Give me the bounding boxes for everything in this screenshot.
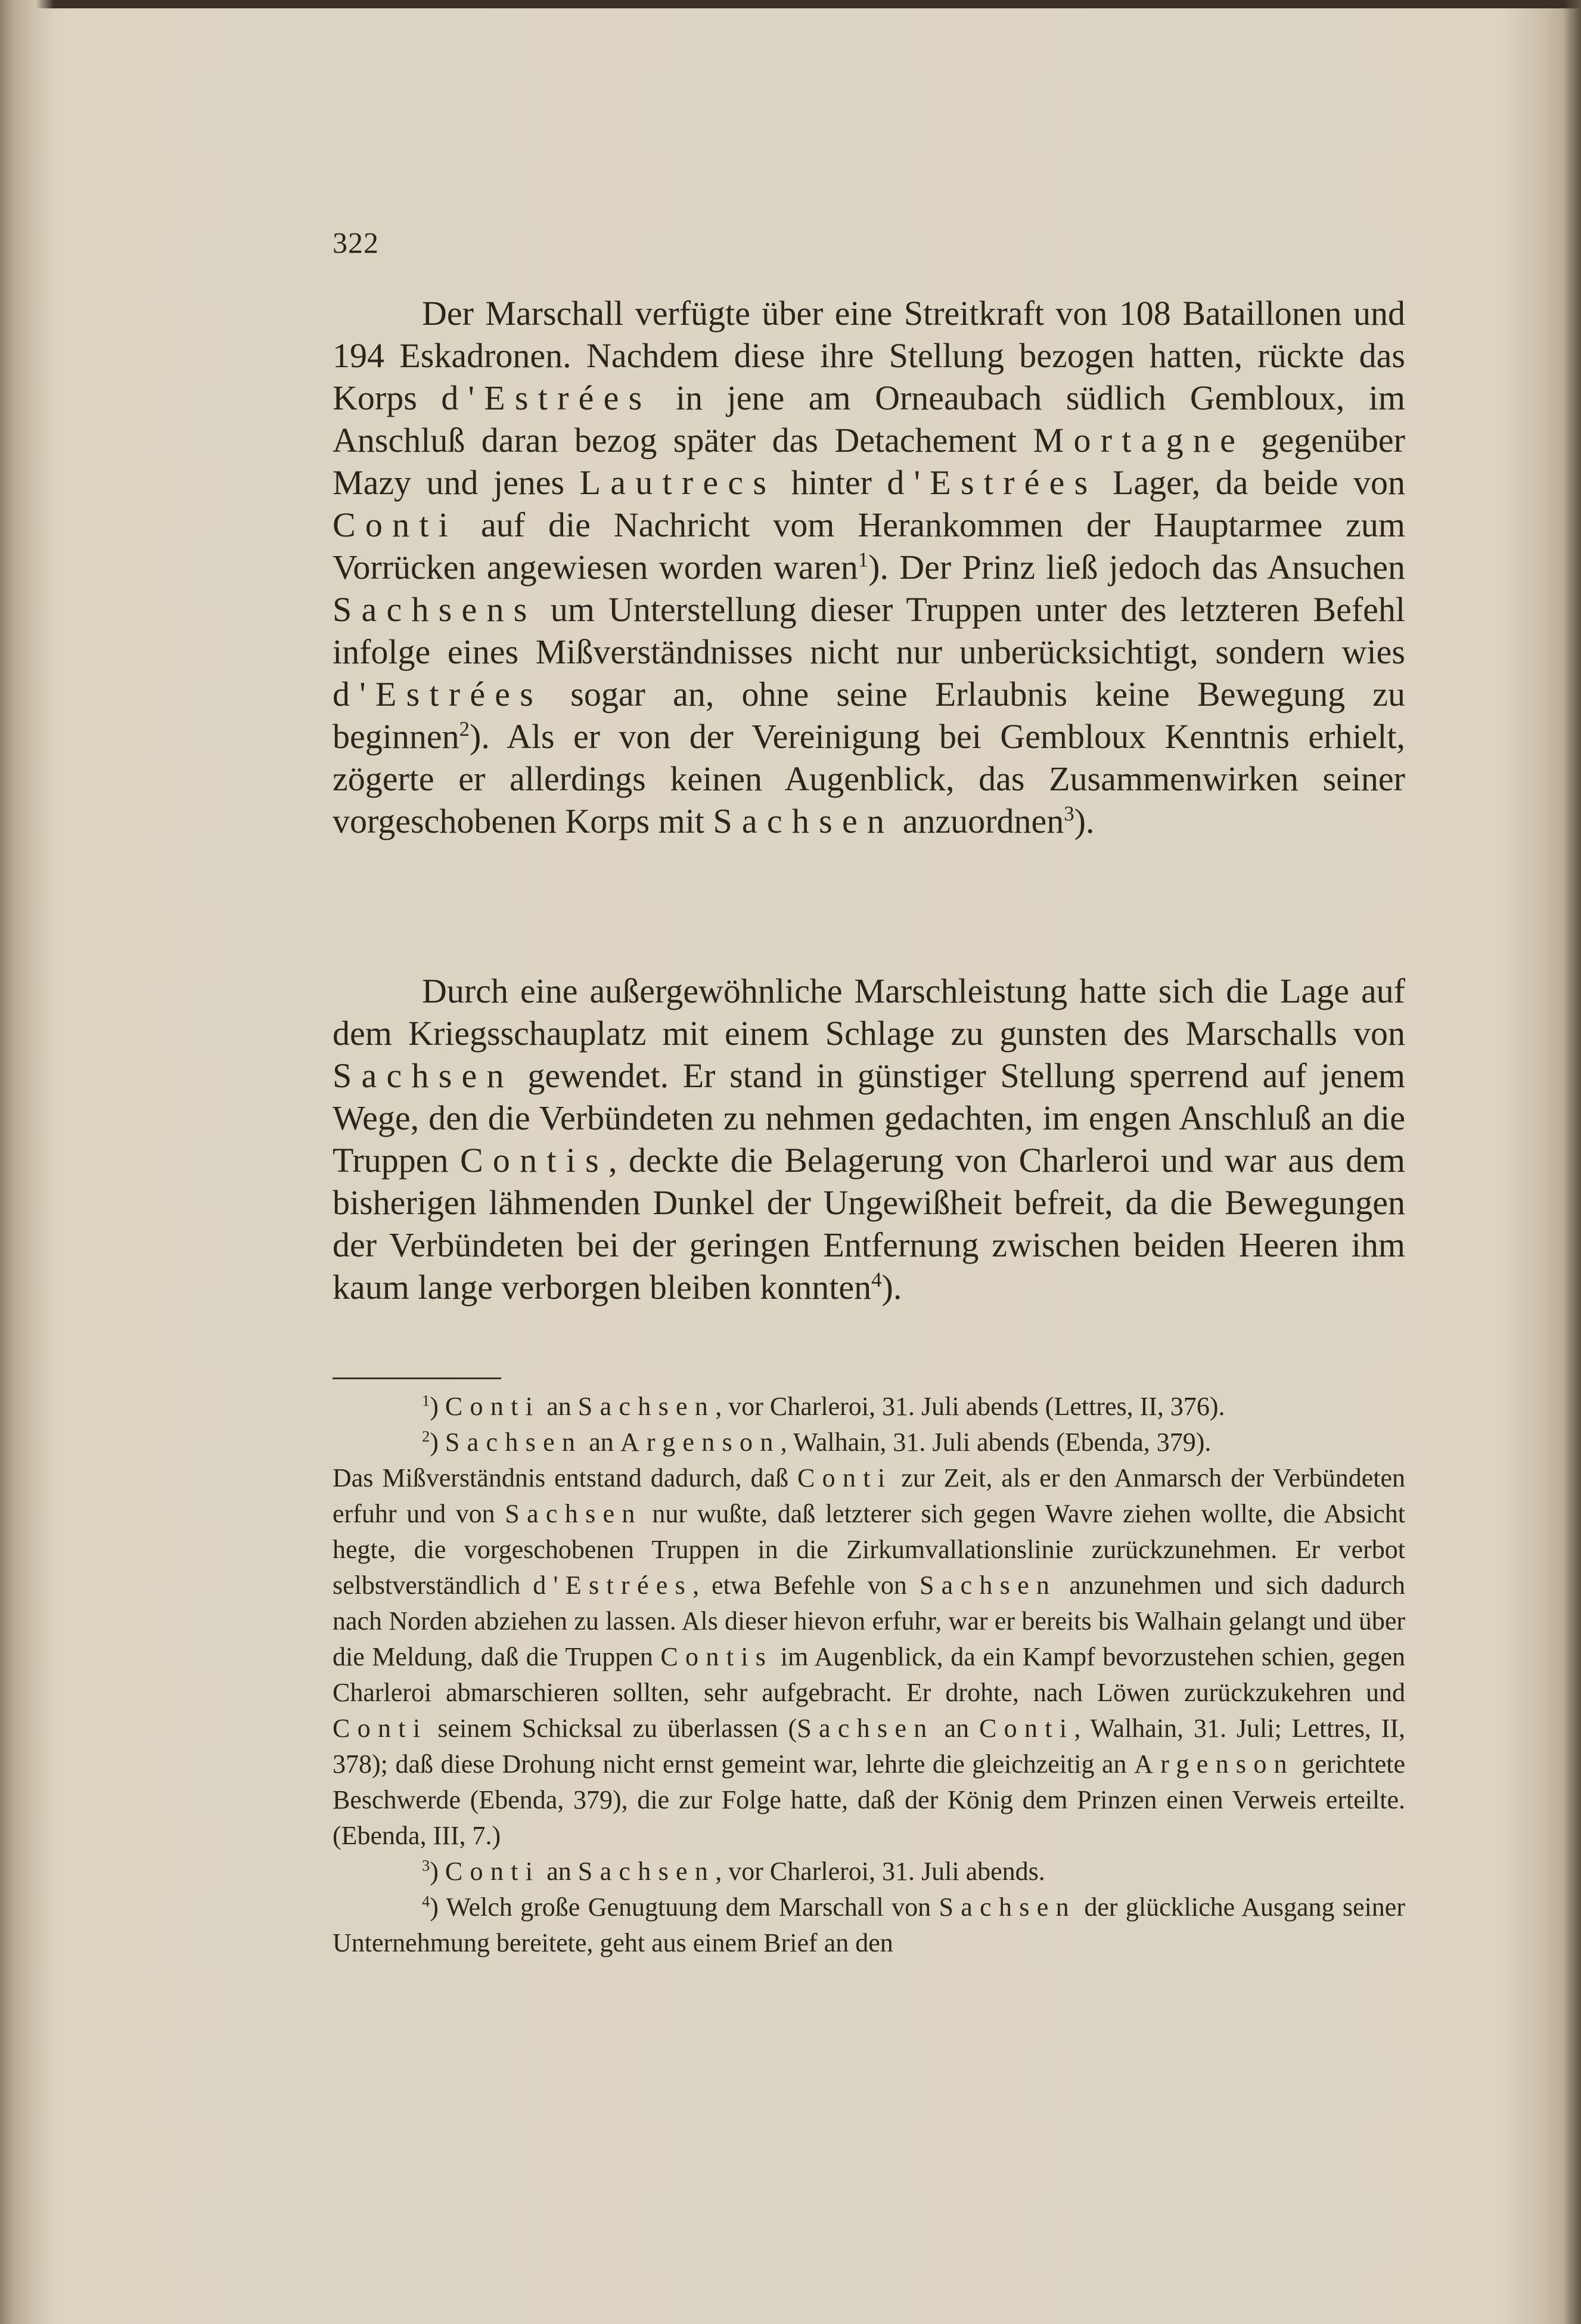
top-page-edge (0, 0, 1581, 8)
footnote-ref-1: 1 (858, 548, 869, 572)
paragraph-2: Durch eine außergewöhnliche Marschleistung hatte sich die Lage auf dem Kriegsschauplatz mit einem Schlage zu gunsten des Marschalls von Sachsen gewendet. Er stand in günstiger Stellung sperrend auf jenem Wege, den die Verbündeten zu nehmen gedachten, im engen Anschluß an die Truppen Contis, deckte die Belagerung von Charleroi und war aus dem bisherigen lähmenden Dunkel der Ungewißheit befreit, da die Bewegungen der Verbündeten bei der geringen Entfernung zwischen beiden Heeren ihm kaum lange verborgen bleiben konnten$^4$). (333, 972, 1405, 1307)
paragraph-1: Der Marschall verfügte über eine Streitkraft von 108 Bataillonen und 194 Eskadronen. Nachdem diese ihre Stellung bezogen hatten, rückte das Korps d'Estrées in jene am Orneaubach südlich Gembloux, im Anschluß daran bezog später das Detachement Mortagne gegenüber Mazy und jenes Lautrecs hinter d'Estrées Lager, da beide von Conti auf die Nachricht vom Herankommen der Hauptarmee zum Vorrücken angewiesen worden waren$^1$). Der Prinz ließ jedoch das Ansuchen Sachsens um Unterstellung dieser Truppen unter des letzteren Befehl infolge eines Mißverständnisses nicht nur unberücksichtigt, sondern wies d'Estrées sogar an, ohne seine Erlaubnis keine Bewegung zu beginnen$^2$). Als er von der Vereinigung bei Gembloux Kenntnis erhielt, zögerte er allerdings keinen Augenblick, das Zusammenwirken seiner vorgeschobenen Korps mit Sachsen anzuordnen$^3$). (333, 294, 1406, 840)
footnote-separator (333, 1377, 501, 1379)
footnote-ref-4: 4 (871, 1268, 882, 1292)
right-page-edge (1563, 0, 1581, 2324)
footnote-3: $^3$) Conti an Sachsen, vor Charleroi, 31. Juli abends. (422, 1856, 1045, 1886)
footnote-ref-3: 3 (1064, 802, 1074, 826)
page-number: 322 (333, 226, 379, 259)
footnote-4: $^4$) Welch große Genugtuung dem Marschall von Sachsen der glückliche Ausgang seiner Unternehmung bereitete, geht aus einem Brief an den (333, 1892, 1405, 1957)
footnote-1: $^1$) Conti an Sachsen, vor Charleroi, 31. Juli abends (Lettres, II, 376). (422, 1391, 1225, 1421)
book-spine-shadow (0, 0, 54, 2324)
footnote-2: $^2$) Sachsen an Argenson, Walhain, 31. Juli abends (Ebenda, 379). (422, 1427, 1212, 1457)
footnote-2-continuation: Das Mißverständnis entstand dadurch, daß Conti zur Zeit, als er den Anmarsch der Verbündeten erfuhr und von Sachsen nur wußte, daß letzterer sich gegen Wavre ziehen wollte, die Absicht hegte, die vorgeschobenen Truppen in die Zirkumvallationslinie zurückzunehmen. Er verbot selbstverständlich d'Estrées, etwa Befehle von Sachsen anzunehmen und sich dadurch nach Norden abziehen zu lassen. Als dieser hievon erfuhr, war er bereits bis Walhain gelangt und über die Meldung, daß die Truppen Contis im Augenblick, da ein Kampf bevorzustehen schien, gegen Charleroi abmarschieren sollten, sehr aufgebracht. Er drohte, nach Löwen zurückzukehren und Conti seinem Schicksal zu überlassen (Sachsen an Conti, Walhain, 31. Juli; Lettres, II, 378); daß diese Drohung nicht ernst gemeint war, lehrte die gleichzeitig an Argenson gerichtete Beschwerde (Ebenda, 379), die zur Folge hatte, daß der König dem Prinzen einen Verweis erteilte. (Ebenda, III, 7.) (333, 1463, 1406, 1850)
footnote-ref-2: 2 (459, 717, 470, 741)
footnotes (333, 1389, 1405, 1961)
